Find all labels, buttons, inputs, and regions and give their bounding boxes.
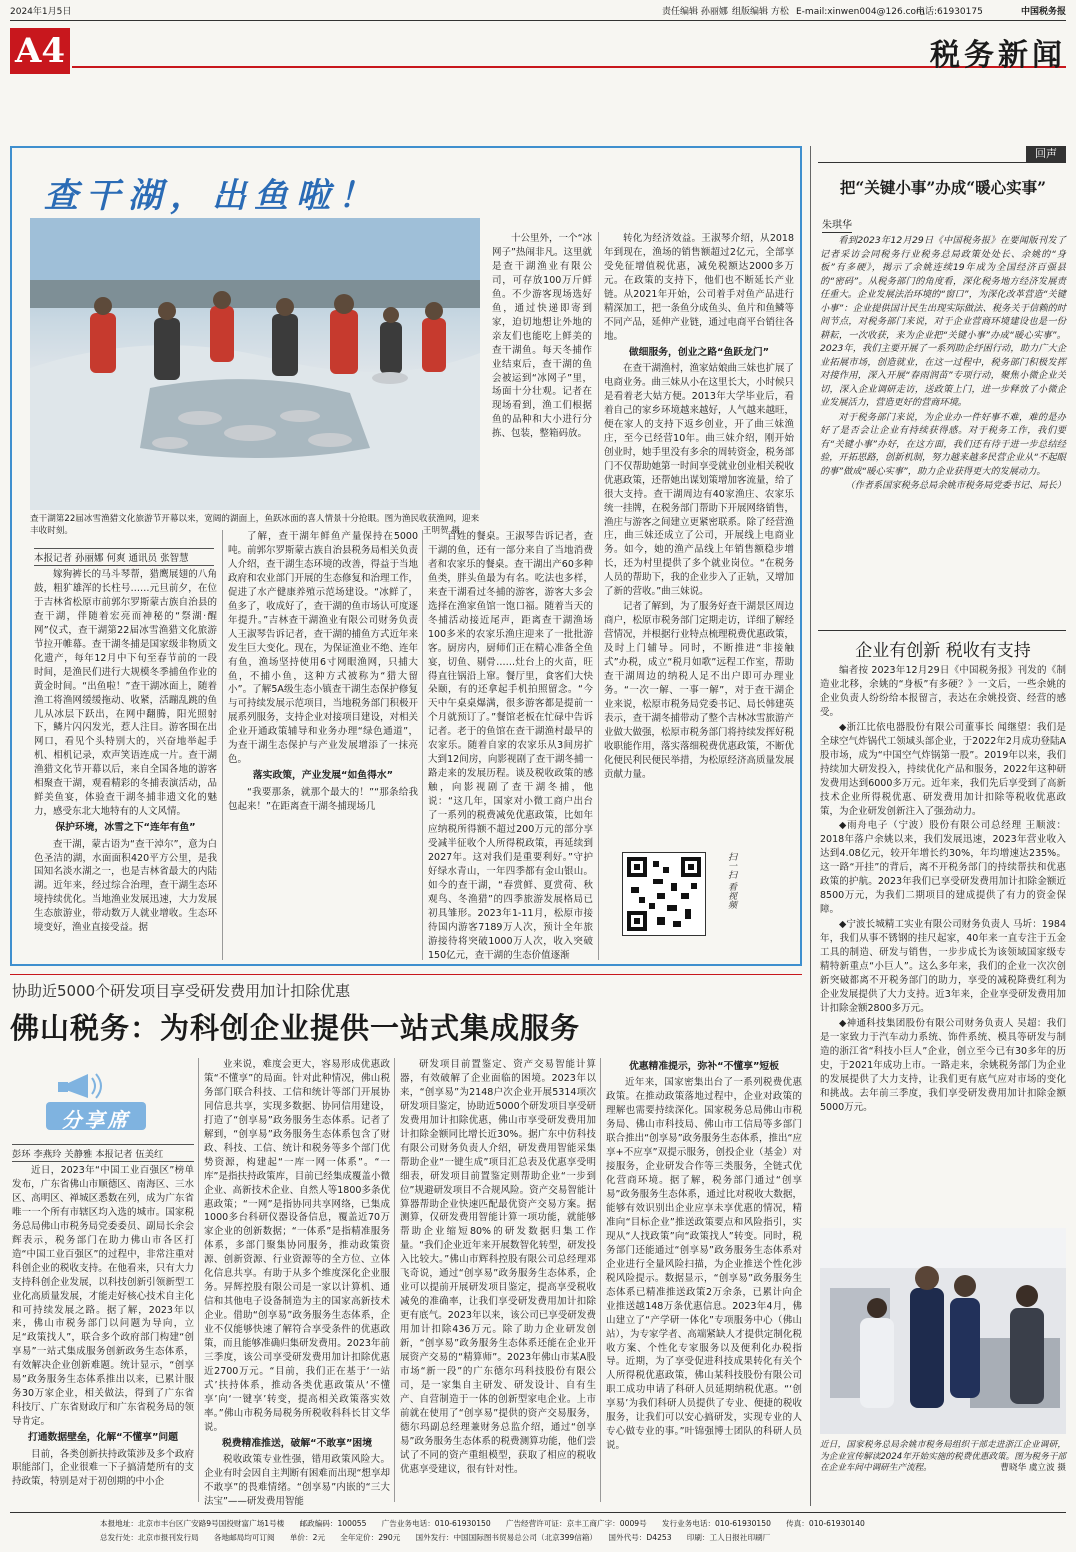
header-designer: 组版编辑 方松 bbox=[732, 7, 789, 17]
lead-subhead-3: 做细服务，创业之路“鱼跃龙门” bbox=[628, 346, 770, 358]
lead-col3b-text: 百姓的餐桌。王淑琴告诉记者，查干湖的鱼，还有一部分来自了当地消费者和农家乐的餐桌。查干湖出产60多种鱼类，胖头鱼最为有名。吃法也多样，来查干湖看过冬捕的游客，游客大多会选择在渔家鱼馆一饱口福。随着当天的冬捕活动接近尾声，距离查干湖渔场100多米的农家乐渔庄迎来了一批批游客。厨房内，厨师们正在精心准备全鱼宴，切鱼、剔骨……灶台上的火苗，旺得直往锅沿上窜。餐厅里，食客们大快朵颐，有的还拿起手机拍照留念。“今天中午桌桌爆满，很多游客都是提前一个月就预订了。”餐馆老板在忙碌中告诉记者。老于的鱼馆在查干湖渔村最早的农家乐。随着自家的农家乐从3间房扩大到12间房，向影视剧了查干湖冬捕一路走来的发展历程。谈及税收政策的感触，向影视剧了查干湖冬捕，他说：“这几年，国家对小微工商户出台了一系列的税费减免优惠政策，比如年应纳税所得额不超过200万元的部分享受减半征收个人所得税政策，再延续到2027年。这对我们是重要利好。”守护好绿水青山，一年四季都有金山银山。如今的查干湖，“春赏鲜、夏赏荷、秋观鸟、冬渔猎”的四季旅游发展格局已初具雏形。2023年1-11月，松原市接待国内游客7189万人次，预计全年旅游接待将突破1000万人次，收入突破150亿元，查干湖的生态价值逐渐 bbox=[428, 531, 593, 961]
footer-line-1: 本报地址：北京市丰台区广安路9号国投财富广场1号楼 邮政编码：100055 广告业务电话：010-61930150 广告经营许可证：京丰工商广字：0009号 发行业务电话：010-61930150 传真：010-61930140 bbox=[100, 1519, 865, 1528]
sidebar-essay-title: 把“关键小事”办成“暖心实事” bbox=[839, 178, 1047, 197]
lead-photo-caption-text: 查干湖第22届冰雪渔猎文化旅游节开幕以来，宽阔的湖面上，鱼跃冰面的喜人情景十分抢眼。图为渔民收获渔网，迎来丰收时刻。 bbox=[30, 514, 480, 536]
lead-column-2 bbox=[228, 530, 418, 960]
second-col1-text: 近日，2023年“中国工业百强区”榜单发布，广东省佛山市顺德区、南海区、三水区、高明区、禅城区悉数在列，成为广东省唯一一个所有市辖区均入选的城市。国家税务总局佛山市税务局党委委员、副局长余会辉表示，税务部门在助力佛山市各区打造“中国工业百强区”的过程中，非常注重对科创企业的税收支持。在他看来，只有大力支持科创企业发展，以科技创新引领新型工业化高质量发展，才能走好核心技术自主化和可持续发展之路。据了解，2023年以来，佛山市税务部门以问题为导向，立足“政策找人”，联合多个政府部门构建“创享易”一站式集成服务创新政务生态体系，有效解决企业创新难题。统计显示，“创享易”政务服务生态体系推出以来，已累计服务30万家企业，相关做法，得到了广东省科技厅、广东省财政厅和广东省税务局的领导肯定。 bbox=[12, 1165, 194, 1428]
second-kicker: 协助近5000个研发项目享受研发费用加计扣除优惠 bbox=[12, 982, 351, 1000]
sidebar-column-tag bbox=[1026, 146, 1066, 162]
lead-col-rule-2 bbox=[422, 530, 423, 960]
header-bar bbox=[10, 6, 1066, 20]
header-paper-name: 中国税务报 bbox=[1020, 7, 1066, 17]
sidebar-essay-note: （作者系国家税务总局余姚市税务局党委书记、局长） bbox=[845, 480, 1066, 492]
sidebar-feature-item-4: ◆神通科技集团股份有限公司财务负责人 吴超：我们是一家致力于汽车动力系统、饰件系统、模具等研发与制造的浙江省“科技小巨人”企业，创立至今已有30多年的历史，于2021年成功上市。一路走来，余姚税务部门为企业的发展提供了大力支持，让我们更有底气应对市场的变化和挑战。去年前三季度，我们享受研发费用加计扣除金额5000万元。 bbox=[820, 1017, 1066, 1113]
lead-photo bbox=[30, 218, 480, 510]
sidebar-column-tag-text: 回声 bbox=[1035, 147, 1057, 160]
lead-byline: 本报记者 孙丽娜 何爽 通讯员 张智慧 bbox=[34, 548, 214, 566]
lead-col1b-text: 查干湖，蒙古语为“查干淖尔”，意为白色圣洁的湖，水面面积420平方公里，是我国知名淡水湖之一，也是吉林省最大的内陆湖。近年来，经过综合治理，查干湖生态环境持续优化。当地渔业发展迅速，大力发展生态旅游业，带动数万人就业增收。生态环境变好，渔业直接受益。据 bbox=[34, 838, 217, 934]
lead-col3-text: 十公里外，一个“冰网子”热闹非凡。这里就是查干湖渔业有限公司，可存放100万斤鲜鱼。不少游客现场选好鱼，通过快递即寄到家，迫切地想让外地的亲友们也能吃上鲜美的查干湖鱼。每天冬捕作业结束后，查干湖的鱼会被运到“冰网子”里，场面十分壮观。记者在现场看到，渔工们根据鱼的品种和大小进行分拣、包装，整箱码放。 bbox=[492, 233, 592, 440]
lead-headline: 查干湖，出鱼啦！ bbox=[44, 176, 380, 216]
lead-subhead-1: 保护环境，冰雪之下“连年有鱼” bbox=[55, 822, 196, 834]
second-subhead-2: 税费精准推送，破解“不敢享”困境 bbox=[221, 1437, 373, 1449]
second-col-rule-3 bbox=[600, 1058, 601, 1502]
sidebar-essay-author: 朱琪华 bbox=[822, 216, 852, 233]
lead-column-4 bbox=[604, 232, 794, 848]
lead-col4-text: 转化为经济效益。王淑琴介绍，从2018年到现在，渔场的销售额超过2亿元，全部享受免征增值税优惠，减免税额达2000多万元。在政策的支持下，他们也不断延长产业链。从2021年开始，公司着手对鱼产品进行精深加工，把一条鱼分成鱼头、鱼片和鱼鳞等不同产品，延伸产业链，通过电商平台销往各地。 bbox=[604, 233, 795, 342]
lead-col1-text: 嫁狗裤长的马斗琴帮，猎鹰展翅的八角鼓，粗犷雄浑的长柱号……元旦前夕，在位于吉林省松原市前郭尔罗斯蒙古族自治县的查干湖，伴随着宏亮而神秘的“祭湖·醒网”仪式，查干湖第22届冰雪渔猎文化旅游节拉开帷幕。查干湖冬捕是国家级非物质文化遗产，每年12月中下旬至春节前的一段时间，是渔民们进行大规模冬季捕鱼作业的黄金时间。“出鱼啦！”查干湖冰面上，随着渔工将渔网缓缓拖动、收紧，活蹦乱跳的鱼儿从冰层下跃出，在网中翻腾，阳光照射下，鳞片闪闪发光，惹人注目。游客围在出网口，看见个头特别大的，兴奋地举起手机、相机记录，欢声笑语连成一片。查干湖渔猎文化节开幕以后，来自全国各地的游客相聚查干湖，观看精彩的冬捕表演活动，品鲜美鱼宴，体验查干湖冬捕非遗文化的魅力，感受东北大地特有的人文风情。 bbox=[34, 569, 217, 818]
second-column-4 bbox=[606, 1058, 802, 1500]
sidebar-feature-item-2: ◆雨舟电子（宁波）股份有限公司总经理 王顺波：2018年落户余姚以来，我们发展迅速，2023年营业收入达到4.08亿元，较开年增长约30%，年均增速达235%。这一路“开挂”的背后，离不开税务部门的持续帮扶和优惠政策的护航。2023年我们已享受研发费用加计扣除金额近8500万元，为我们二期项目的建成提供了有力的资金保障。 bbox=[820, 820, 1066, 916]
lead-subhead-2: 落实政策，产业发展“如鱼得水” bbox=[252, 770, 394, 782]
second-col2-text: 业来说，难度会更大，容易形成优惠政策“不懂享”的局面。针对此种情况，佛山税务部门联合科技、工信和统计等部门开展协同信息共享，实现多数据、协同信用建设，打造了“创享易”政务服务生态体系。记者了解到，“创享易”政务服务生态体系包含了财政、科技、工信、统计和税务等多个部门优势资源，构建起“一库一网一体系”。“一库”是指扶持政策库，目前已经集成覆盖小微企业、高新技术企业、自然人等1800多条优惠政策；“一网”是指协同共享网络，已集成1000多台科研仪器设备信息，覆盖近70万家企业的创新数据；“一体系”是指精准服务体系，多部门聚集协同服务，推动政策资源、创新资源、行业资源等的全方位、立体化信息共享。有助于从多个维度深化企业服务。昇辉控股有限公司是一家以计算机、通信和其他电子设备制造为主的国家高新技术企业。借助“创享易”政务服务生态体系，企业不仅能够快速了解符合享受条件的优惠政策，而且能够准确归集研发费用。2023年前三季度，该公司享受研发费用加计扣除优惠近2700万元。“目前，我们正在基于‘一站式’扶持体系，推动各类优惠政策从‘不懂享’向‘一键享’转变，提高相关政策落实效率。”佛山市税务局税务所税收科科长甘文华说。 bbox=[204, 1059, 390, 1433]
sidebar-feature-item-3: ◆宁波长城精工实业有限公司财务负责人 马圻：1984年，我们从事不锈钢的挂尺起家，40年来一直专注于五金工具的制造、研发与销售，一步步成长为该领域国家级专精特新重点“小巨人”。这么多年来，我们的企业一次次创新突破都离不开税务部门的助力，享受的减税降费红利为企业发展提供了大力支持。近3年来，企业享受研发费用加计扣除金额2800多万元。 bbox=[820, 919, 1066, 1014]
lead-col-rule-3 bbox=[598, 232, 599, 960]
second-column-1 bbox=[12, 1164, 194, 1500]
second-col3-text: 研发项目前置鉴定、资产交易智能计算器，有效破解了企业面临的困境。2023年以来，“创享易”为2148户次企业开展5314项次研发项目鉴定，协助近5000个研发项目享受研发费用加计扣除优惠，佛山市享受研发费用加计扣除金额同比增长近30%。据广东中仿科技有限公司财务负责人介绍，研发费用智能采集帮助企业“一键生成”项目汇总表及优惠享受明细表，研发项目前置鉴定则帮助企业“一步到位”规避研发项目不合规风险。资产交易智能计算器帮助企业快速匹配最优资产交易方案。据测算，仅研发费用智能计算一项功能，就能够帮助企业缩短80%的研发数据归集工作量。“我们企业近年来开展数智化转型，研发投入比较大。”佛山市辉科控股有限公司总经理邓飞奇说，通过“创享易”政务服务生态体系，企业可以提前开展研发项目鉴定，提高享受税收减免的准确率，让我们享受研发费用加计扣除更有底气。2023年以来，该公司已享受研发费用加计扣除436万元。除了助力企业研发创新，“创享易”政务服务生态体系还能在企业开展资产交易的“精算师”。2023年佛山市某A股市场“新一段”的广东德尔玛科技股份有限公司，是一家集自主研发、研发设计、自有生产、自营制造于一体的创新型家电企业。上市前就在使用了“创享易”提供的资产交易服务，德尔玛副总经理兼财务总监介绍，通过“创享易”政务服务生态体系的税费测算功能，他们尝试了不同的资产重组模型，获取了相应的税收优惠享受建议，很有针对性。 bbox=[400, 1059, 596, 1475]
sidebar-photo bbox=[820, 1228, 1066, 1434]
sidebar-feature bbox=[820, 664, 1066, 1224]
sidebar-essay bbox=[820, 234, 1066, 630]
header-rule bbox=[10, 20, 1066, 21]
sidebar-essay-body2: 对于税务部门来说，为企业办一件好事不难，难的是办好了是否会让企业有持续获得感。对于税务工作，我们要有“关键小事”办好，在这方面，我们还有待于进一步总结经验，开拓思路，创新机制，努力越来越多民营企业从“不起眼的事”做成“暖心实事”，助力企业获得更大的发展动力。 bbox=[820, 411, 1066, 477]
fishing-scene-illustration bbox=[30, 218, 480, 510]
footer-line-2: 总发行处：北京市报刊发行局 各地邮局均可订阅 单价：2元 全年定价：290元 国外发行：中国国际图书贸易总公司（北京399信箱） 国外代号：D4253 印刷：工人日报社印刷厂 bbox=[100, 1533, 771, 1542]
qr-code[interactable] bbox=[622, 852, 706, 936]
sidebar-feature-item-1: ◆浙江比依电器股份有限公司董事长 闻继望：我们是全球空气炸锅代工领域头部企业，于2022年2月成功登陆A股市场，成为“中国空气炸锅第一股”。2019年以来，我们持续加大研发投入，持续优化产品和服务，2022年这种研发费用达到6000多万元。近年来，我们先后享受到了高新技术企业所得税优惠、研发费用加计扣除等税收优惠政策，为企业研发创新注入了强劲动力。 bbox=[820, 721, 1066, 817]
page-number: A4 bbox=[14, 31, 66, 71]
second-col4b-text: 近年来，国家密集出台了一系列税费优惠政策。在推动政策落地过程中，企业对政策的理解也需要持续深化。国家税务总局佛山市税务局、佛山市科技局、佛山市工信局等多部门联合推出“创享易”政务服务生态体系，推出“应享+不应享”双提示服务，创投企业（基金）对接服务，企业研发合作等三类服务，全链式优化营商环境。据了解，税务部门通过“创享易”政务服务生态体系，通过比对税收大数据，能够有效识别出企业应享未享优惠的情况，精准向“目标企业”推送政策要点和风险指引，实现从“人找政策”向“政策找人”转变。同时，税务部门还能通过“创享易”政务服务生态体系对企业进行全量风险扫描，为企业推送个性化涉税风险提示。数据显示，“创享易”政务服务生态体系已精准推送政策2万余条，已累计向企业推送越148万条优惠信息。2023年4月，佛山建立了“产学研一体化”专项服务中心（佛山站），为专家学者、高端紧缺人才提供定制化税收方案、个性化专家服务以及便利化办税指导。近期，为了享受促进科技成果转化有关个人所得税优惠政策，佛山某科技股份有限公司职工成功申请了科研人员延期纳税优惠。“‘创享易’为我们科研人员提供了专业、便捷的税收服务，让我们可以安心搞研发，实现专业的人专心做专业的事。”叶锦强博士团队的科研人员说。 bbox=[606, 1077, 802, 1452]
section-title: 税务新闻 bbox=[930, 38, 1066, 73]
qr-caption: 扫一扫 看视频 bbox=[726, 852, 736, 909]
sidebar-photo-caption bbox=[820, 1440, 1066, 1475]
lead-column-3 bbox=[428, 530, 593, 960]
lead-col4c-text: 记者了解到，为了服务好查干湖景区周边商户，松原市税务部门定期走访，详细了解经营情况，并根据行业特点梳理税费优惠政策，及时上门辅导。同时，不断推进“非接触式”办税，成立“税月如歌”远程工作室，帮助查干湖周边的纳税人足不出户即可办理业务。“一次一解、一事一解”，对于查干湖企业来说，松原市税务局党委书记、局长韩建英表示，查干湖冬捕带动了整个吉林冰雪旅游产业做大做强，松原市税务部门将持续发挥好税收职能作用，落实落细税费优惠政策，不断优化便民利民便民举措，为松原经济高质量发展贡献力量。 bbox=[604, 601, 795, 780]
second-story-top-rule bbox=[10, 974, 802, 975]
sidebar-feature-rule bbox=[818, 630, 1066, 631]
sidebar-tag-rule bbox=[818, 162, 1066, 163]
second-column-3 bbox=[400, 1058, 596, 1500]
second-subhead-1: 打通数据壁垒，化解“不懂享”问题 bbox=[27, 1432, 179, 1444]
sidebar-feature-intro: 编者按 2023年12月29日《中国税务报》刊发的《制造业北移，余姚的“身板”有多硬？》一文后，一些余姚的企业负责人纷纷给本报留言，表达在余姚投资、经营的感受。 bbox=[820, 665, 1066, 718]
sidebar-photo-credit: 曹晓华 虞立波 摄 bbox=[1000, 1463, 1066, 1474]
second-col-rule-2 bbox=[394, 1058, 395, 1502]
factory-visit-illustration bbox=[820, 1228, 1066, 1434]
sidebar-divider bbox=[810, 146, 811, 1506]
sidebar-photo-caption-text: 近日，国家税务总局余姚市税务局组织干部走进浙江企业调研，为企业宣传解读2024年开始实施的税费优惠政策。图为税务干部在企业车间中调研生产流程。 bbox=[820, 1440, 1066, 1474]
sidebar-feature-title: 企业有创新 税收有支持 bbox=[855, 641, 1031, 661]
footer-rule bbox=[10, 1512, 1066, 1513]
page-number-box bbox=[10, 28, 70, 74]
share-logo bbox=[36, 1064, 156, 1134]
second-subhead-3: 优惠精准提示，弥补“不懂享”短板 bbox=[628, 1061, 780, 1072]
sidebar-essay-body: 看到2023年12月29日《中国税务报》在要闻版刊发了记者采访会同税务行业税务总局政策处处长、余姚的“身板”有多硬》，揭示了余姚连续19年成为全国经济百强县的“密码”。从税务部门的角度看，深化税务地方经济发展责任重大。企业发展法治环境的“窗口”，为深化改革营造“关键小事”：企业提供国计民生出现实际做法、税务关于信赖的时间节点，对税务部门来说，对于企业营商环境建设也是一份耕耘，一次收获，来为企业把“关键小事”办成“暖心实事”。2023年，我们主要开展了一系列助企纾困行动，助力广大企业拓展市场，创造就业，在这一过程中，税务部门积极发挥对接作用，深入开展“春雨润苗”专项行动，聚焦小微企业关切，深入企业调研走访，送政策上门，进一步释放了小微企业发展活力，营造更好的营商环境。 bbox=[820, 235, 1066, 409]
second-col1b-text: 目前，各类创新扶持政策涉及多个政府职能部门，企业很难一下子搞清楚所有的支持政策，特别是对于初创期的中小企 bbox=[12, 1448, 194, 1488]
second-headline: 佛山税务：为科创企业提供一站式集成服务 bbox=[10, 1011, 581, 1045]
lead-col2-text: 了解，查干湖年鲜鱼产量保持在5000吨。前郭尔罗斯蒙古族自治县税务局相关负责人介绍，查干湖生态环境的改善，得益于当地政府和农业部门开展的生态修复和治理工作，促进了水产健康养殖示范场建设。“冰鲜了，鱼多了，收成好了，查干湖的鱼市场认可度逐年提升。”吉林查干湖渔业有限公司财务负责人王淑琴告诉记者，查干湖的捕鱼方式近年来发生巨大变化。现在，为保证渔业不绝、连年有鱼，渔场坚持使用6寸网眼渔网，只捕大鱼，不捕小鱼，这种方式被称为“猎大留小”。了解5A级生态小镇查干湖生态保护修复与可持续发展示范项目，当地税务部门积极开展系列服务，支持企业对接项目建设，对相关企业开通政策辅导和业务办理“绿色通道”，为查干湖生态保护与产业发展增添了一抹亮色。 bbox=[228, 531, 419, 766]
second-col-rule-1 bbox=[198, 1058, 199, 1502]
lead-col-rule-1 bbox=[222, 530, 223, 960]
second-byline: 彭环 李燕玲 关静雅 本报记者 伍美红 bbox=[12, 1144, 194, 1162]
header-editor: 责任编辑 孙丽娜 bbox=[662, 7, 728, 17]
header-email: E-mail:xinwen004@126.com bbox=[796, 7, 925, 17]
lead-column-1 bbox=[34, 568, 217, 960]
lead-photo-credit: 王明贺 摄 bbox=[422, 525, 460, 536]
second-column-2 bbox=[204, 1058, 390, 1507]
header-phone: 电话:61930175 bbox=[916, 7, 983, 17]
share-logo-text: 分享席 bbox=[61, 1108, 131, 1132]
qr-code-graphic bbox=[627, 857, 701, 931]
lead-col2b-text: “我要那条，就那个最大的！”“那条给我包起来！”在距离查干湖冬捕现场几 bbox=[228, 786, 418, 812]
lead-col4b-text: 在查干湖渔村，渔家姑娘曲三妹也扩展了电商业务。曲三妹从小在这里长大，小时候只是看着老大姑方便。2013年大学毕业后，看着自己的家乡环境越来越好，人气越来越旺，便在家人的支持下返乡创业，开了曲三妹渔庄，至今已经营10年。曲三妹介绍，刚开始创业时，她手里没有多余的周转资金，税务部门不仅帮助她第一时间享受就业创业相关税收优惠政策，还帮她出谋划策增加客流量，给了很大支持。查干湖周边有40家渔庄、农家乐统一挂牌，在税务部门帮助下开展网络销售，渔庄与游客之间建立更紧密联系。除了经营渔庄，曲三妹还成立了公司，开展线上电商业务。如今，她的渔产品线上年销售额稳步增长，还为村里提供了多个就业岗位。“在税务人员的帮助下，我的企业步入了正轨，又增加了新的营收。”曲三妹说。 bbox=[604, 363, 795, 598]
header-date: 2024年1月5日 bbox=[10, 7, 72, 17]
second-col2b-text: 税收政策专业性强，错用政策风险大。企业有时会因自主判断有困难而出现“想享却不敢享”的畏难情绪。“创享易”内嵌的“三大法宝”——研发费用智能 bbox=[204, 1454, 390, 1507]
lead-column-3-top bbox=[492, 232, 592, 528]
